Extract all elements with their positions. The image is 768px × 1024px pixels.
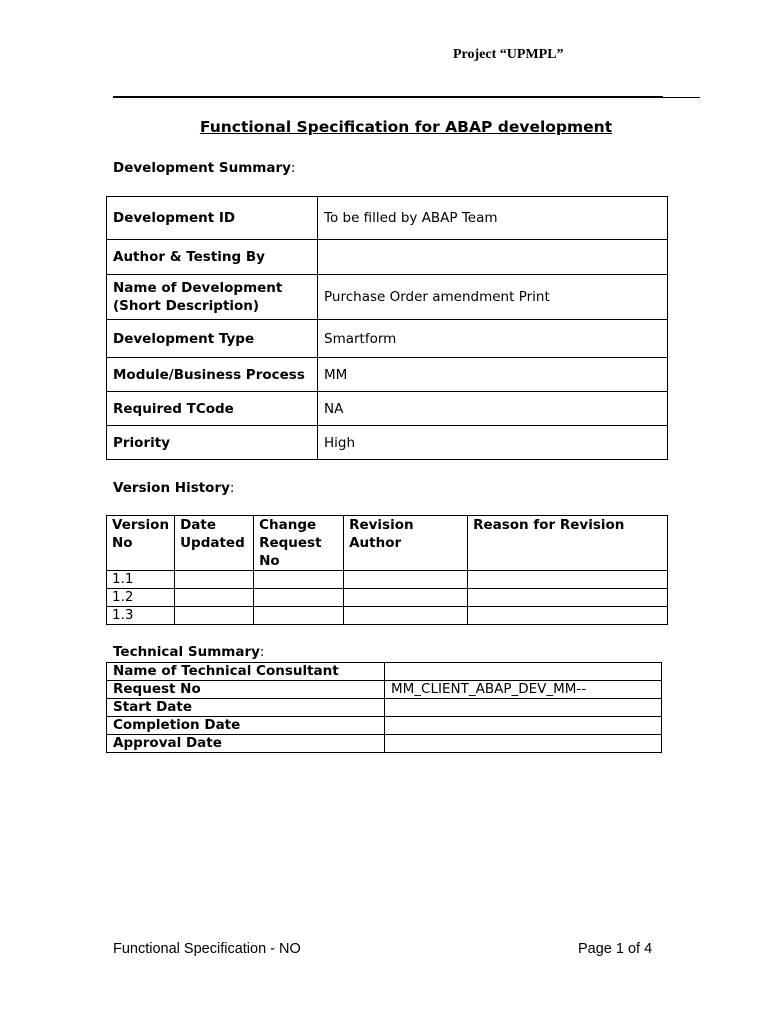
row-value	[385, 663, 662, 681]
row-value	[385, 735, 662, 753]
table-row	[107, 197, 668, 240]
version-history-table	[106, 515, 668, 625]
table-row	[107, 358, 668, 392]
row-key: Approval Date	[107, 735, 385, 753]
row-value: High	[318, 426, 668, 460]
table-cell	[254, 571, 344, 589]
table-row	[107, 571, 668, 589]
table-cell	[344, 607, 468, 625]
header-rule	[113, 96, 663, 98]
table-header-row	[107, 516, 668, 571]
table-cell: 1.2	[107, 589, 175, 607]
table-row	[107, 275, 668, 320]
table-cell	[344, 571, 468, 589]
development-summary-table	[106, 196, 668, 460]
table-cell	[254, 607, 344, 625]
table-cell	[175, 571, 254, 589]
row-key: Development ID	[107, 197, 318, 240]
table-row	[107, 663, 662, 681]
column-header: Reason for Revision	[468, 516, 668, 571]
row-value: Purchase Order amendment Print	[318, 275, 668, 320]
footer-page-number: Page 1 of 4	[578, 941, 653, 957]
table-row	[107, 320, 668, 358]
table-row	[107, 392, 668, 426]
table-row	[107, 681, 662, 699]
table-cell: 1.3	[107, 607, 175, 625]
row-key: Start Date	[107, 699, 385, 717]
table-cell: 1.1	[107, 571, 175, 589]
table-row	[107, 717, 662, 735]
row-value: MM_CLIENT_ABAP_DEV_MM--	[385, 681, 662, 699]
row-value: To be filled by ABAP Team	[318, 197, 668, 240]
document-title: Functional Specification for ABAP development	[199, 118, 613, 136]
row-key: Request No	[107, 681, 385, 699]
table-cell	[175, 589, 254, 607]
table-cell	[468, 589, 668, 607]
row-key: Module/Business Process	[107, 358, 318, 392]
row-key: Required TCode	[107, 392, 318, 426]
table-row	[107, 426, 668, 460]
column-header: Date Updated	[175, 516, 254, 571]
table-cell	[175, 607, 254, 625]
row-key: Name of Technical Consultant	[107, 663, 385, 681]
column-header: Version No	[107, 516, 175, 571]
row-key: Priority	[107, 426, 318, 460]
table-cell	[468, 607, 668, 625]
row-value: MM	[318, 358, 668, 392]
row-value: NA	[318, 392, 668, 426]
table-cell	[254, 589, 344, 607]
table-cell	[344, 589, 468, 607]
row-key: Development Type	[107, 320, 318, 358]
table-row	[107, 735, 662, 753]
row-value	[385, 699, 662, 717]
technical-summary-heading: Technical Summary:	[113, 644, 265, 660]
row-key: Completion Date	[107, 717, 385, 735]
row-value: Smartform	[318, 320, 668, 358]
row-key: Name of Development (Short Description)	[107, 275, 318, 320]
technical-summary-table	[106, 662, 662, 753]
column-header: Revision Author	[344, 516, 468, 571]
row-value	[385, 717, 662, 735]
footer-document-name: Functional Specification - NO	[113, 941, 301, 957]
development-summary-heading: Development Summary:	[113, 160, 296, 176]
table-row	[107, 589, 668, 607]
version-history-heading: Version History:	[113, 480, 235, 496]
column-header: Change Request No	[254, 516, 344, 571]
project-header: Project “UPMPL”	[453, 47, 564, 62]
table-row	[107, 699, 662, 717]
table-row	[107, 240, 668, 275]
table-cell	[468, 571, 668, 589]
row-key: Author & Testing By	[107, 240, 318, 275]
row-value	[318, 240, 668, 275]
table-row	[107, 607, 668, 625]
header-rule-extension	[663, 97, 700, 98]
